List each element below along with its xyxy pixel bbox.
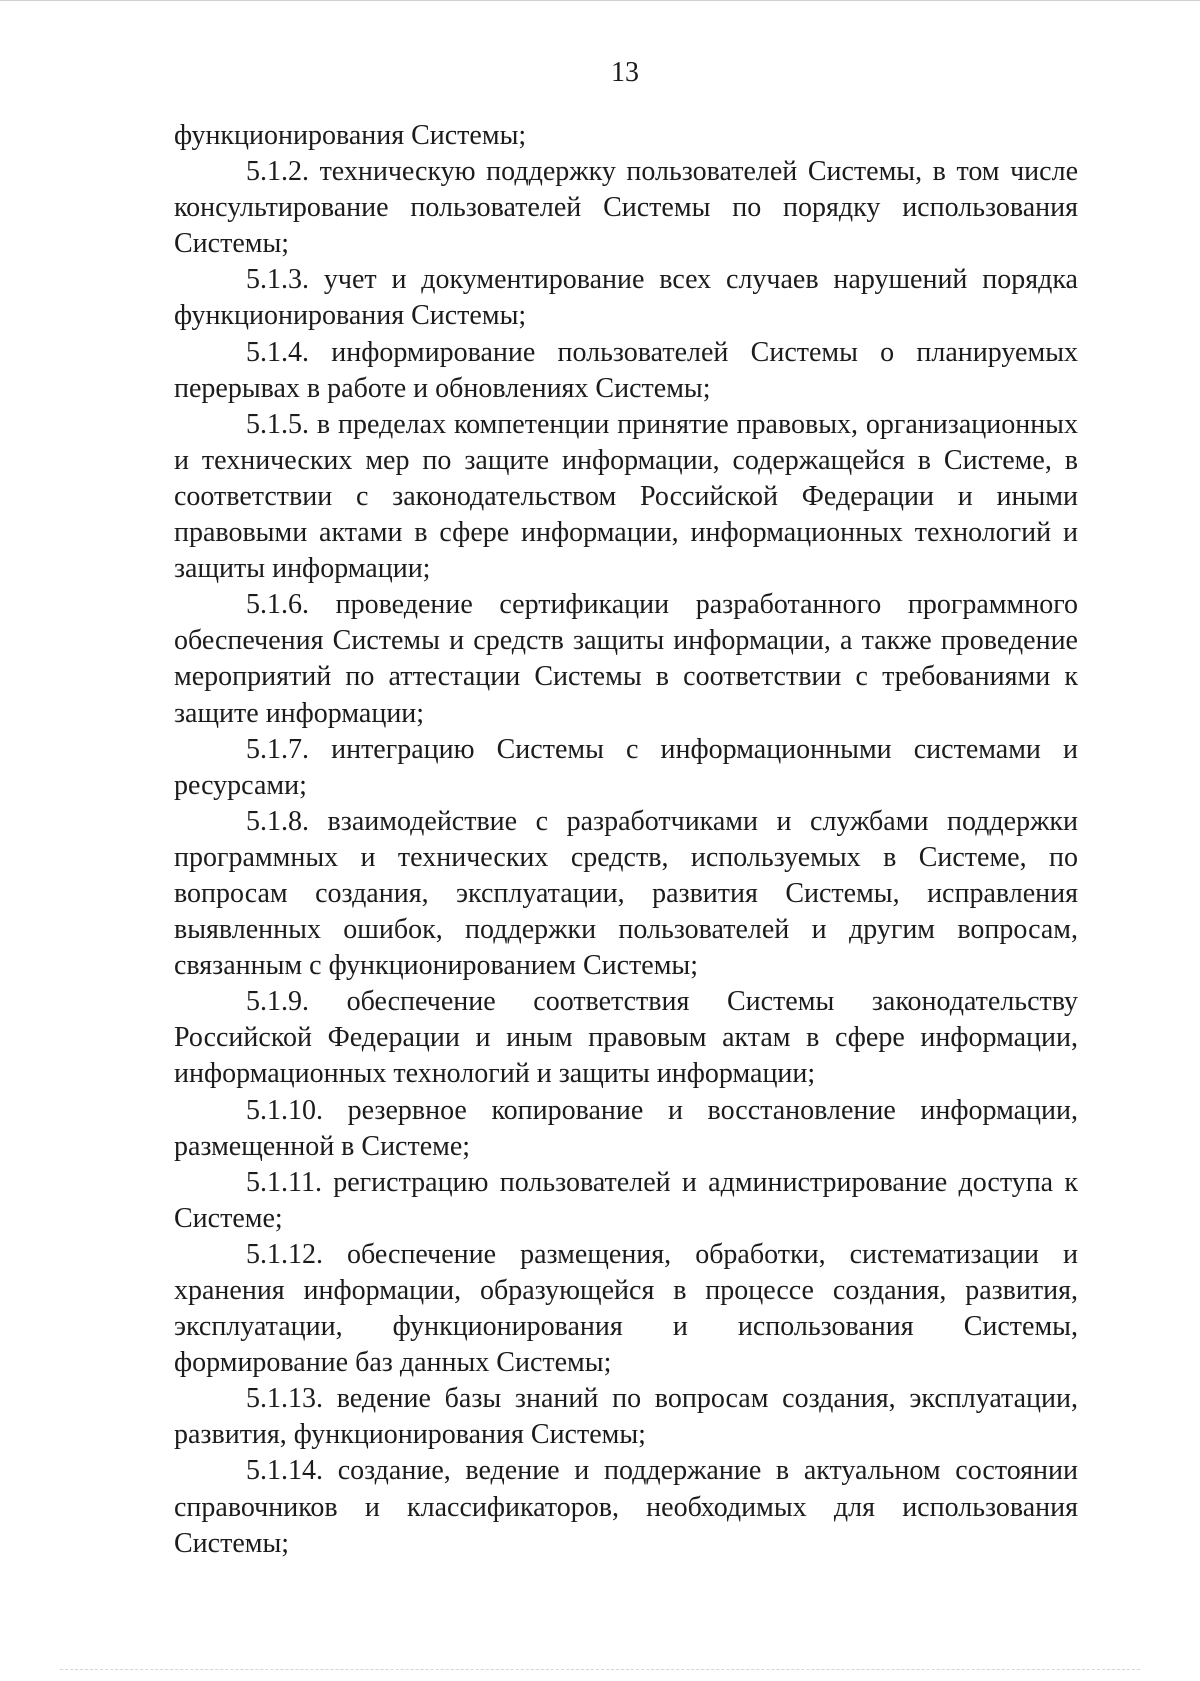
clause-5-1-13: 5.1.13. ведение базы знаний по вопросам создания, эксплуатации, развития, функционирования Системы;	[174, 1383, 1078, 1451]
clause-5-1-14: 5.1.14. создание, ведение и поддержание в актуальном состоянии справочников и классификаторов, необходимых для использования Системы;	[174, 1455, 1078, 1559]
clause-5-1-8: 5.1.8. взаимодействие с разработчиками и службами поддержки программных и технических средств, используемых в Системе, по вопросам создания, эксплуатации, развития Системы, исправления выявленных ошибок, поддержки пользователей и другим вопросам, связанным с функционированием Системы;	[174, 805, 1078, 982]
page-number: 13	[611, 57, 639, 88]
clause-5-1-12: 5.1.12. обеспечение размещения, обработки, систематизации и хранения информации, образующейся в процессе создания, развития, эксплуатации, функционирования и использования Системы, формирование баз данных Системы;	[174, 1238, 1078, 1379]
clause-5-1-7: 5.1.7. интеграцию Системы с информационными системами и ресурсами;	[174, 733, 1078, 801]
clause-5-1-3: 5.1.3. учет и документирование всех случаев нарушений порядка функционирования Системы;	[174, 264, 1078, 332]
clause-5-1-11: 5.1.11. регистрацию пользователей и администрирование доступа к Системе;	[174, 1166, 1078, 1234]
clause-5-1-5: 5.1.5. в пределах компетенции принятие правовых, организационных и технических мер по защите информации, содержащейся в Системе, в соответствии с законодательством Российской Федерации и иными правовыми актами в сфере информации, информационных технологий и защиты информации;	[174, 408, 1078, 585]
document-body	[174, 118, 1078, 1562]
clause-5-1-2: 5.1.2. техническую поддержку пользователей Системы, в том числе консультирование пользователей Системы по порядку использования Системы;	[174, 156, 1078, 260]
clause-5-1-4: 5.1.4. информирование пользователей Системы о планируемых перерывах в работе и обновлениях Системы;	[174, 336, 1078, 404]
clause-5-1-6: 5.1.6. проведение сертификации разработанного программного обеспечения Системы и средств защиты информации, а также проведение мероприятий по аттестации Системы в соответствии с требованиями к защите информации;	[174, 589, 1078, 729]
clause-5-1-10: 5.1.10. резервное копирование и восстановление информации, размещенной в Системе;	[174, 1094, 1078, 1162]
continuation-paragraph: функционирования Системы;	[174, 120, 527, 151]
scan-edge-line	[60, 1669, 1140, 1670]
clause-5-1-9: 5.1.9. обеспечение соответствия Системы законодательству Российской Федерации и иным правовым актам в сфере информации, информационных технологий и защиты информации;	[174, 986, 1078, 1090]
